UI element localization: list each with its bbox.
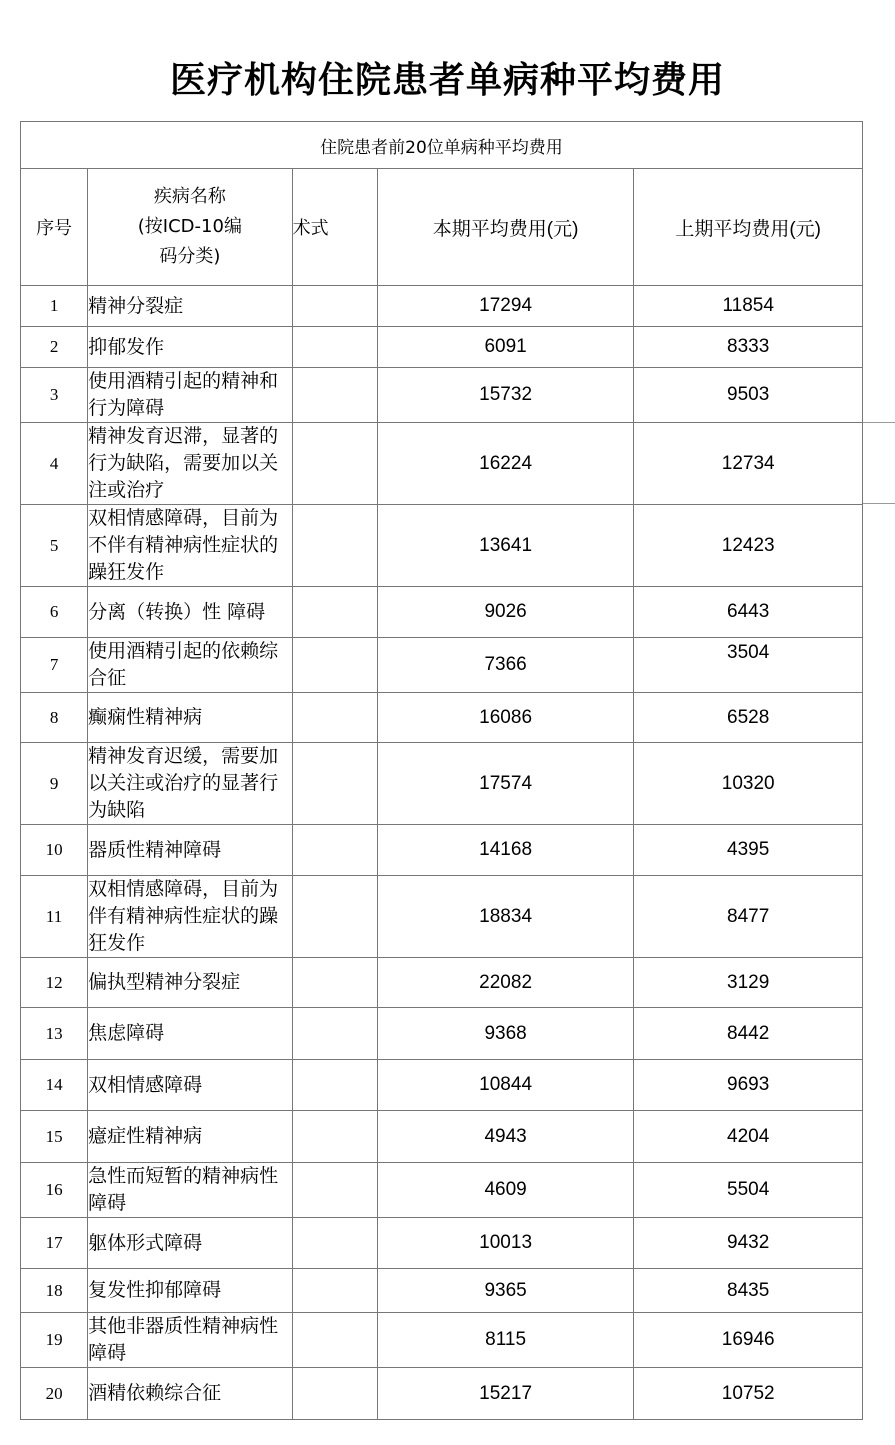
previous-cost: 12423 xyxy=(634,505,863,587)
table-row xyxy=(21,1218,863,1269)
operation-cell xyxy=(292,1060,377,1111)
previous-cost: 11854 xyxy=(634,286,863,327)
row-number: 14 xyxy=(21,1060,88,1111)
disease-name: 分离（转换）性 障碍 xyxy=(88,587,292,638)
row-number: 9 xyxy=(21,743,88,825)
row-number: 11 xyxy=(21,876,88,958)
row-number: 5 xyxy=(21,505,88,587)
header-op: 术式 xyxy=(292,169,377,286)
table-row xyxy=(21,423,863,505)
disease-name: 抑郁发作 xyxy=(88,327,292,368)
previous-cost: 4395 xyxy=(634,825,863,876)
previous-cost: 3129 xyxy=(634,958,863,1008)
disease-name: 复发性抑郁障碍 xyxy=(88,1269,292,1313)
current-cost: 7366 xyxy=(377,638,634,693)
previous-cost: 16946 xyxy=(634,1313,863,1368)
previous-cost: 8477 xyxy=(634,876,863,958)
operation-cell xyxy=(292,743,377,825)
operation-cell xyxy=(292,1368,377,1420)
current-cost: 13641 xyxy=(377,505,634,587)
table-row xyxy=(21,825,863,876)
disease-name: 精神发育迟滞，显著的行为缺陷，需要加以关注或治疗 xyxy=(88,423,292,505)
table-row xyxy=(21,1368,863,1420)
current-cost: 9365 xyxy=(377,1269,634,1313)
operation-cell xyxy=(292,1218,377,1269)
row-number: 20 xyxy=(21,1368,88,1420)
operation-cell xyxy=(292,1008,377,1060)
disease-name: 使用酒精引起的依赖综合征 xyxy=(88,638,292,693)
table-body xyxy=(21,286,863,1420)
operation-cell xyxy=(292,638,377,693)
current-cost: 10013 xyxy=(377,1218,634,1269)
disease-name: 使用酒精引起的精神和行为障碍 xyxy=(88,368,292,423)
operation-cell xyxy=(292,693,377,743)
previous-cost: 9503 xyxy=(634,368,863,423)
table-row xyxy=(21,638,863,693)
table-subtitle: 住院患者前20位单病种平均费用 xyxy=(21,122,863,169)
operation-cell xyxy=(292,1111,377,1163)
row-number: 10 xyxy=(21,825,88,876)
row-number: 16 xyxy=(21,1163,88,1218)
operation-cell xyxy=(292,1313,377,1368)
current-cost: 6091 xyxy=(377,327,634,368)
disease-name: 酒精依赖综合征 xyxy=(88,1368,292,1420)
operation-cell xyxy=(292,1163,377,1218)
current-cost: 9368 xyxy=(377,1008,634,1060)
table-row xyxy=(21,1060,863,1111)
operation-cell xyxy=(292,505,377,587)
disease-name: 癔症性精神病 xyxy=(88,1111,292,1163)
current-cost: 15217 xyxy=(377,1368,634,1420)
previous-cost: 6528 xyxy=(634,693,863,743)
current-cost: 18834 xyxy=(377,876,634,958)
table-row xyxy=(21,505,863,587)
row-divider-stub xyxy=(863,503,895,504)
page-title: 医疗机构住院患者单病种平均费用 xyxy=(169,60,725,101)
operation-cell xyxy=(292,1269,377,1313)
disease-name: 精神分裂症 xyxy=(88,286,292,327)
table-row xyxy=(21,1008,863,1060)
disease-name: 器质性精神障碍 xyxy=(88,825,292,876)
disease-name: 精神发育迟缓，需要加以关注或治疗的显著行为缺陷 xyxy=(88,743,292,825)
table-row xyxy=(21,587,863,638)
row-divider-stub xyxy=(863,422,895,423)
table-row xyxy=(21,743,863,825)
current-cost: 14168 xyxy=(377,825,634,876)
table-row xyxy=(21,286,863,327)
current-cost: 22082 xyxy=(377,958,634,1008)
table-row xyxy=(21,327,863,368)
operation-cell xyxy=(292,876,377,958)
previous-cost: 5504 xyxy=(634,1163,863,1218)
row-number: 1 xyxy=(21,286,88,327)
disease-name: 焦虑障碍 xyxy=(88,1008,292,1060)
row-number: 19 xyxy=(21,1313,88,1368)
row-number: 13 xyxy=(21,1008,88,1060)
disease-name: 双相情感障碍，目前为不伴有精神病性症状的躁狂发作 xyxy=(88,505,292,587)
header-current: 本期平均费用(元) xyxy=(377,169,634,286)
table-row xyxy=(21,1269,863,1313)
row-number: 18 xyxy=(21,1269,88,1313)
table-row xyxy=(21,1313,863,1368)
previous-cost: 6443 xyxy=(634,587,863,638)
current-cost: 4943 xyxy=(377,1111,634,1163)
table-row xyxy=(21,1163,863,1218)
cost-table xyxy=(20,121,863,1420)
previous-cost: 9432 xyxy=(634,1218,863,1269)
table-row xyxy=(21,693,863,743)
operation-cell xyxy=(292,286,377,327)
header-previous: 上期平均费用(元) xyxy=(634,169,863,286)
disease-name: 急性而短暂的精神病性障碍 xyxy=(88,1163,292,1218)
current-cost: 17294 xyxy=(377,286,634,327)
previous-cost: 12734 xyxy=(634,423,863,505)
operation-cell xyxy=(292,958,377,1008)
previous-cost: 4204 xyxy=(634,1111,863,1163)
current-cost: 15732 xyxy=(377,368,634,423)
row-number: 4 xyxy=(21,423,88,505)
disease-name: 癫痫性精神病 xyxy=(88,693,292,743)
current-cost: 16224 xyxy=(377,423,634,505)
operation-cell xyxy=(292,587,377,638)
disease-name: 其他非器质性精神病性障碍 xyxy=(88,1313,292,1368)
previous-cost: 10752 xyxy=(634,1368,863,1420)
row-number: 15 xyxy=(21,1111,88,1163)
operation-cell xyxy=(292,423,377,505)
operation-cell xyxy=(292,368,377,423)
header-no: 序号 xyxy=(21,169,88,286)
table-row xyxy=(21,368,863,423)
row-number: 2 xyxy=(21,327,88,368)
operation-cell xyxy=(292,825,377,876)
header-name-line2: (按ICD-10编 xyxy=(137,216,242,237)
previous-cost: 8435 xyxy=(634,1269,863,1313)
row-number: 6 xyxy=(21,587,88,638)
previous-cost: 8442 xyxy=(634,1008,863,1060)
row-number: 12 xyxy=(21,958,88,1008)
disease-name: 双相情感障碍，目前为伴有精神病性症状的躁狂发作 xyxy=(88,876,292,958)
current-cost: 16086 xyxy=(377,693,634,743)
row-number: 8 xyxy=(21,693,88,743)
current-cost: 4609 xyxy=(377,1163,634,1218)
row-number: 7 xyxy=(21,638,88,693)
current-cost: 17574 xyxy=(377,743,634,825)
operation-cell xyxy=(292,327,377,368)
row-number: 3 xyxy=(21,368,88,423)
previous-cost: 10320 xyxy=(634,743,863,825)
current-cost: 9026 xyxy=(377,587,634,638)
table-row xyxy=(21,876,863,958)
disease-name: 偏执型精神分裂症 xyxy=(88,958,292,1008)
disease-name: 躯体形式障碍 xyxy=(88,1218,292,1269)
current-cost: 10844 xyxy=(377,1060,634,1111)
previous-cost: 8333 xyxy=(634,327,863,368)
previous-cost: 3504 xyxy=(634,638,863,693)
previous-cost: 9693 xyxy=(634,1060,863,1111)
header-name-line3: 码分类) xyxy=(159,246,221,267)
current-cost: 8115 xyxy=(377,1313,634,1368)
disease-name: 双相情感障碍 xyxy=(88,1060,292,1111)
table-row xyxy=(21,1111,863,1163)
row-number: 17 xyxy=(21,1218,88,1269)
table-row xyxy=(21,958,863,1008)
header-name xyxy=(88,169,292,286)
header-name-line1: 疾病名称 xyxy=(153,186,226,207)
